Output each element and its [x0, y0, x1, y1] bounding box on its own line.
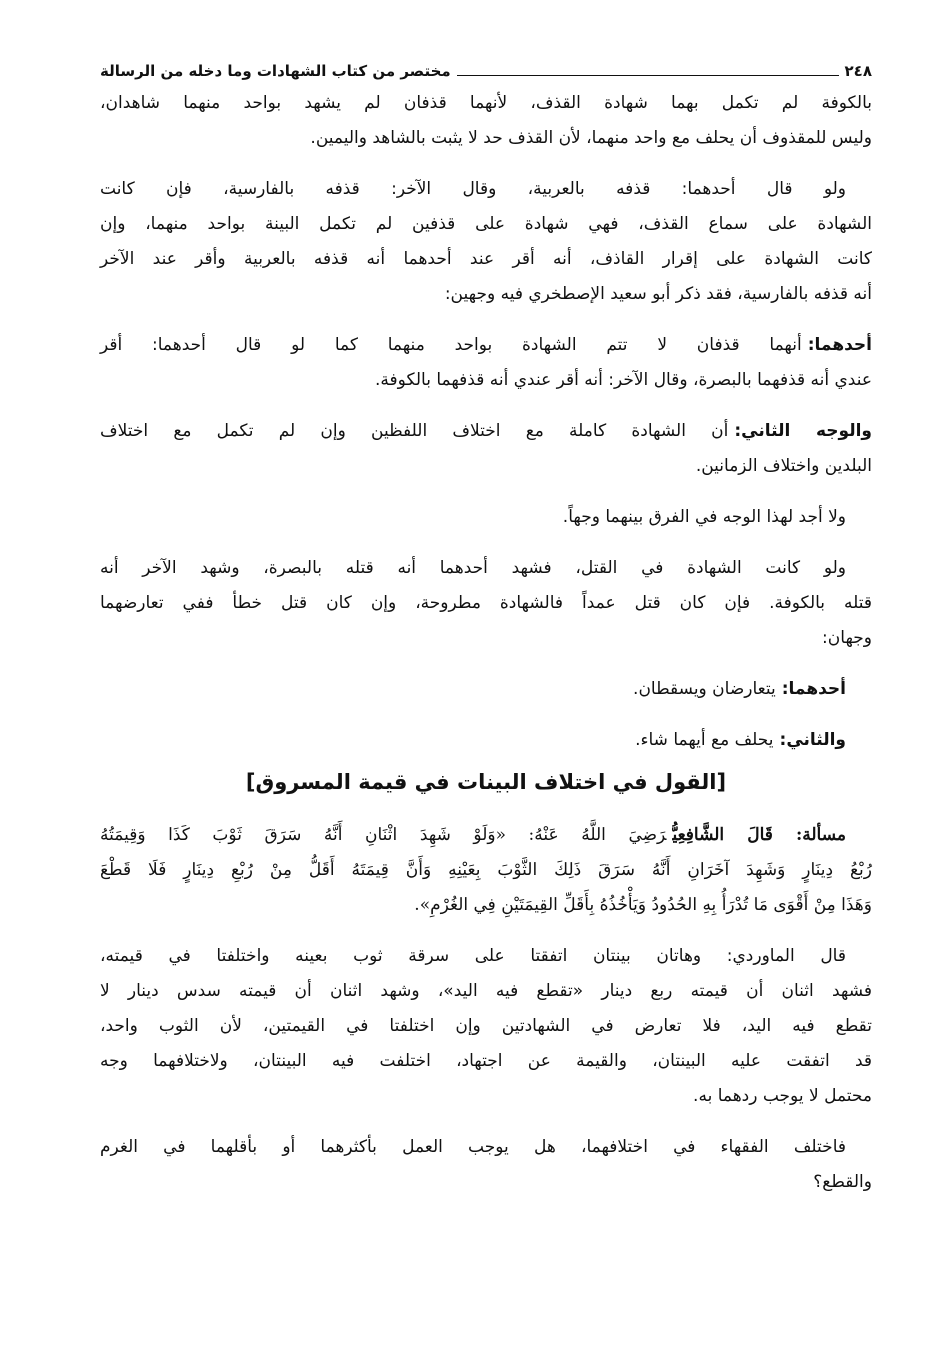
running-header — [100, 58, 872, 84]
text-line — [100, 277, 872, 312]
line-text: وجهان: — [822, 628, 872, 648]
line-text: يتعارضان ويسقطان. — [633, 679, 776, 699]
text-line — [100, 414, 872, 449]
paragraph — [100, 172, 872, 312]
paragraph — [100, 551, 872, 656]
page-number: ٢٤٨ — [844, 62, 872, 80]
paragraph — [100, 818, 872, 923]
paragraph-lead: أحدهما: — [807, 335, 872, 355]
text-line — [100, 500, 872, 535]
text-line — [100, 242, 872, 277]
line-text: رَضِيَ اللَّهُ عَنْهُ: «وَلَوْ شَهِدَ اثْنَانِ أَنَّهُ سَرَقَ ثَوْبَ كَذَا وَقِيمَتُهُ — [100, 825, 667, 845]
paragraph-lead: مسألة: قَالَ الشَّافِعِيُّ — [672, 825, 846, 845]
paragraph — [100, 414, 872, 484]
text-line — [100, 121, 872, 156]
running-title: مختصر من كتاب الشهادات وما دخله من الرسالة — [100, 62, 451, 80]
text-line — [100, 621, 872, 656]
line-text: ولو قال أحدهما: قذفه بالعربية، وقال الآخر: قذفه بالفارسية، فإن كانت — [100, 179, 846, 199]
line-text: فشهد اثنان أن قيمته ربع دينار «تقطع فيه اليد»، وشهد اثنان أن قيمته سدس دينار لا — [100, 981, 872, 1001]
line-text: بالكوفة لم تكمل بهما شهادة القذف، لأنهما قذفان لم يشهد بواحد منهما شاهدان، — [100, 93, 872, 113]
text-line — [100, 363, 872, 398]
text-line — [100, 551, 872, 586]
line-text: فاختلف الفقهاء في اختلافهما، هل يوجب العمل بأكثرهما أو بأقلهما في الغرم — [100, 1137, 846, 1157]
paragraph-lead: أحدهما: — [781, 679, 846, 699]
paragraph — [100, 672, 872, 707]
line-text: ولا أجد لهذا الوجه في الفرق بينهما وجهاً. — [562, 507, 846, 527]
paragraph — [100, 1130, 872, 1200]
line-text: أنهما قذفان لا تتم الشهادة بواحد منهما كما لو قال أحدهما: أقر — [100, 335, 802, 355]
line-text: محتمل لا يوجب ردهما به. — [693, 1086, 872, 1106]
text-line — [100, 172, 872, 207]
text-line — [100, 672, 872, 707]
text-line — [100, 328, 872, 363]
text-line — [100, 86, 872, 121]
line-text: كانت الشهادة على إقرار القاذف، أنه أقر عند أحدهما أنه قذفه بالعربية وأقر عند الآخر — [100, 249, 872, 269]
text-line — [100, 1044, 872, 1079]
line-text: وَهَذَا مِنْ أَقْوَى مَا تُدْرَأُ بِهِ الحُدُودُ وَيَأْخُذُهُ بِأَقَلِّ القِيمَتَيْنِ فِي الغُرْمِ». — [414, 895, 872, 915]
text-line — [100, 723, 872, 758]
line-text: قد اتفقت عليه البينتان، والقيمة عن اجتهاد، اختلفت فيه البينتان، ولاختلافهما وجه — [100, 1051, 872, 1071]
line-text: أن الشهادة كاملة مع اختلاف اللفظين وإن لم تكمل مع اختلاف — [100, 421, 729, 441]
text-line — [100, 818, 872, 853]
book-page — [100, 58, 872, 1200]
line-text: وليس للمقذوف أن يحلف مع واحد منهما، لأن القذف حد لا يثبت بالشاهد واليمين. — [310, 128, 872, 148]
text-line — [100, 1079, 872, 1114]
line-text: تقطع فيه اليد، فلا تعارض في الشهادتين وإن اختلفتا في القيمتين، لأن الثوب واحد، — [100, 1016, 872, 1036]
text-line — [100, 888, 872, 923]
line-text: عندي أنه قذفهما بالبصرة، وقال الآخر: أنه أقر عندي أنه قذفهما بالكوفة. — [375, 370, 872, 390]
line-text: ولو كانت الشهادة في القتل، فشهد أحدهما أنه قتله بالبصرة، وشهد الآخر أنه — [100, 558, 846, 578]
line-text: البلدين واختلاف الزمانين. — [695, 456, 872, 476]
paragraph — [100, 86, 872, 156]
paragraph — [100, 939, 872, 1114]
line-text: والقطع؟ — [813, 1172, 872, 1192]
line-text: رُبْعُ دِينَارٍ وَشَهِدَ آخَرَانِ أَنَّهُ سَرَقَ ذَلِكَ الثَّوْبَ بِعَيْنِهِ وَأَنَّ قِيمَتَهُ أَقَلُّ مِنْ رُبْعِ دِينَارٍ فَلَا قَطْعَ — [100, 860, 872, 880]
text-line — [100, 586, 872, 621]
text-line — [100, 207, 872, 242]
line-text: قتله بالكوفة. فإن كان قتل عمداً فالشهادة مطروحة، وإن كان قتل خطأ ففي تعارضهما — [100, 593, 872, 613]
paragraph — [100, 723, 872, 758]
text-line — [100, 939, 872, 974]
body-text — [100, 86, 872, 1200]
line-text: يحلف مع أيهما شاء. — [635, 730, 774, 750]
text-line — [100, 1165, 872, 1200]
text-line — [100, 1130, 872, 1165]
line-text: قال الماوردي: وهاتان بينتان اتفقتا على سرقة ثوب بعينه واختلفتا في قيمته، — [100, 946, 846, 966]
text-line — [100, 449, 872, 484]
section-heading: [القول في اختلاف البينات في قيمة المسروق] — [245, 770, 727, 794]
paragraph — [100, 328, 872, 398]
paragraph — [100, 500, 872, 535]
line-text: أنه قذفه بالفارسية، فقد ذكر أبو سعيد الإصطخري فيه وجهين: — [444, 284, 872, 304]
paragraph-lead: والوجه الثاني: — [734, 421, 872, 441]
text-line — [100, 974, 872, 1009]
header-rule — [457, 75, 839, 76]
text-line — [100, 853, 872, 888]
paragraph-lead: والثاني: — [779, 730, 846, 750]
text-line — [100, 1009, 872, 1044]
line-text: الشهادة على سماع القذف، فهي شهادة على قذفين لم تكمل البينة بواحد منهما، وإن — [100, 214, 872, 234]
